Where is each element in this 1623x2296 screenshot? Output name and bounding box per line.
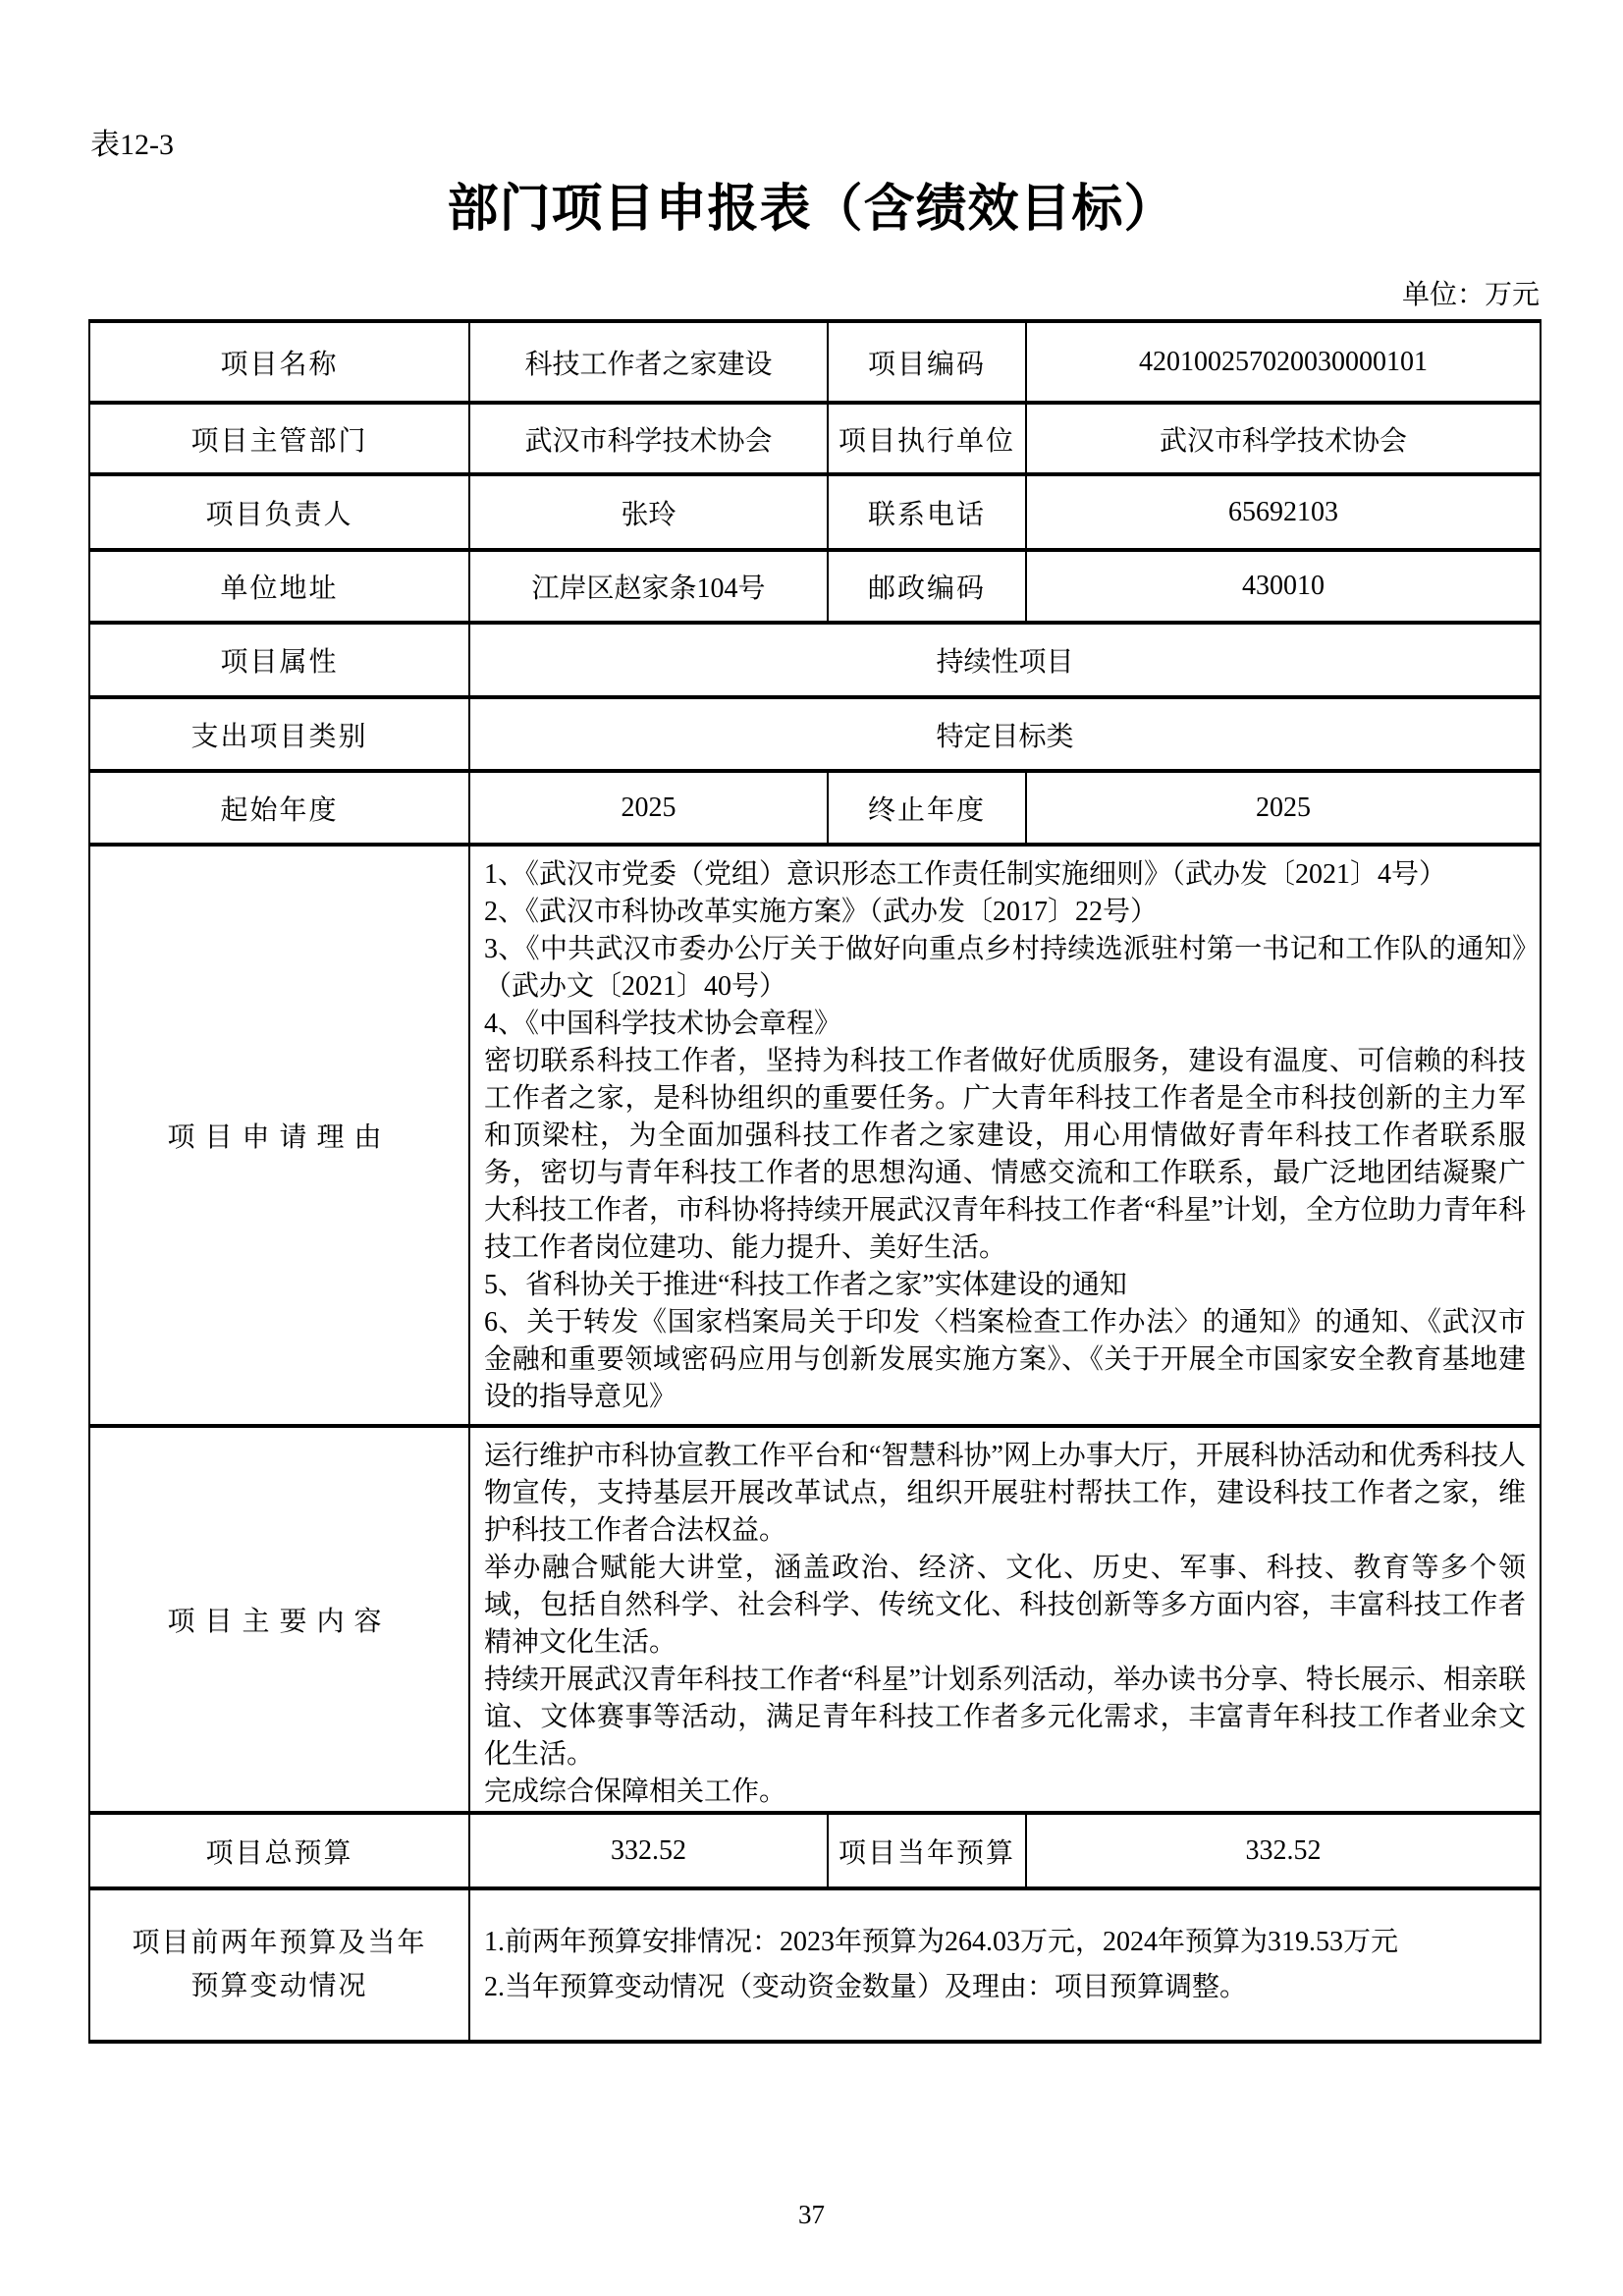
row-application-reason	[89, 845, 1541, 1426]
supervisor-department-value: 武汉市科学技术协会	[469, 403, 828, 474]
row-expenditure-category	[89, 697, 1541, 771]
total-budget-label: 项目总预算	[89, 1813, 469, 1888]
project-code-label: 项目编码	[828, 321, 1026, 403]
postal-code-label: 邮政编码	[828, 550, 1026, 623]
total-budget-value: 332.52	[469, 1813, 828, 1888]
contact-phone-value: 65692103	[1026, 474, 1541, 550]
executing-unit-value: 武汉市科学技术协会	[1026, 403, 1541, 474]
application-reason-text	[469, 845, 1541, 1426]
content-paragraph: 完成综合保障相关工作。	[484, 1777, 787, 1807]
postal-code-value: 430010	[1026, 550, 1541, 623]
current-year-budget-value: 332.52	[1026, 1813, 1541, 1888]
supervisor-department-label: 项目主管部门	[89, 403, 469, 474]
main-content-text	[469, 1426, 1541, 1813]
end-year-label: 终止年度	[828, 771, 1026, 845]
project-name-value: 科技工作者之家建设	[469, 321, 828, 403]
unit-address-value: 江岸区赵家条104号	[469, 550, 828, 623]
end-year-value: 2025	[1026, 771, 1541, 845]
application-reason-label: 项目申请理由	[89, 845, 469, 1426]
reason-paragraph: 2、《武汉市科协改革实施方案》（武办发〔2017〕22号）	[484, 897, 1159, 927]
reason-paragraph: 密切联系科技工作者，坚持为科技工作者做好优质服务，建设有温度、可信赖的科技工作者之家，是科协组织的重要任务。广大青年科技工作者是全市科技创新的主力军和顶梁柱，为全面加强科技工作者之家建设，用心用情做好青年科技工作者联系服务，密切与青年科技工作者的思想沟通、情感交流和工作联系，最广泛地团结凝聚广大科技工作者，市科协将持续开展武汉青年科技工作者“科星”计划，全方位助力青年科技工作者岗位建功、能力提升、美好生活。	[484, 1046, 1526, 1263]
expenditure-category-value: 特定目标类	[469, 697, 1541, 771]
unit-address-label: 单位地址	[89, 550, 469, 623]
content-paragraph: 持续开展武汉青年科技工作者“科星”计划系列活动，举办读书分享、特长展示、相亲联谊、文体赛事等活动，满足青年科技工作者多元化需求，丰富青年科技工作者业余文化生活。	[484, 1665, 1526, 1770]
reason-paragraph: 1、《武汉市党委（党组）意识形态工作责任制实施细则》（武办发〔2021〕4号）	[484, 859, 1447, 890]
page-title: 部门项目申报表（含绩效目标）	[447, 182, 1176, 238]
current-year-budget-label: 项目当年预算	[828, 1813, 1026, 1888]
page-number: 37	[798, 2200, 825, 2229]
project-name-label: 项目名称	[89, 321, 469, 403]
reason-paragraph: 4、《中国科学技术协会章程》	[484, 1009, 842, 1039]
start-year-value: 2025	[469, 771, 828, 845]
row-budgets	[89, 1813, 1541, 1888]
main-content-label: 项目主要内容	[89, 1426, 469, 1813]
row-departments	[89, 403, 1541, 474]
row-address-postcode	[89, 550, 1541, 623]
expenditure-category-label: 支出项目类别	[89, 697, 469, 771]
budget-history-paragraph: 2.当年预算变动情况（变动资金数量）及理由：项目预算调整。	[484, 1972, 1248, 2002]
project-attribute-value: 持续性项目	[469, 623, 1541, 697]
row-budget-history	[89, 1888, 1541, 2042]
row-main-content	[89, 1426, 1541, 1813]
project-attribute-label: 项目属性	[89, 623, 469, 697]
budget-history-text	[469, 1888, 1541, 2042]
row-years	[89, 771, 1541, 845]
reason-paragraph: 6、关于转发《国家档案局关于印发〈档案检查工作办法〉的通知》的通知、《武汉市金融和重要领域密码应用与创新发展实施方案》、《关于开展全市国家安全教育基地建设的指导意见》	[484, 1307, 1526, 1412]
start-year-label: 起始年度	[89, 771, 469, 845]
form-code: 表12-3	[90, 129, 174, 161]
project-application-table	[88, 319, 1542, 2044]
row-project-attribute	[89, 623, 1541, 697]
project-leader-value: 张玲	[469, 474, 828, 550]
reason-paragraph: 3、《中共武汉市委办公厅关于做好向重点乡村持续选派驻村第一书记和工作队的通知》（武办文〔2021〕40号）	[484, 934, 1526, 1002]
project-leader-label: 项目负责人	[89, 474, 469, 550]
executing-unit-label: 项目执行单位	[828, 403, 1026, 474]
budget-history-paragraph: 1.前两年预算安排情况：2023年预算为264.03万元，2024年预算为319.53万元	[484, 1927, 1399, 1957]
project-code-value: 420100257020030000101	[1026, 321, 1541, 403]
content-paragraph: 举办融合赋能大讲堂，涵盖政治、经济、文化、历史、军事、科技、教育等多个领域，包括自然科学、社会科学、传统文化、科技创新等多方面内容，丰富科技工作者精神文化生活。	[484, 1553, 1526, 1658]
reason-paragraph: 5、省科协关于推进“科技工作者之家”实体建设的通知	[484, 1270, 1127, 1300]
unit-note: 单位：万元	[1401, 280, 1540, 310]
contact-phone-label: 联系电话	[828, 474, 1026, 550]
row-leader-phone	[89, 474, 1541, 550]
row-project-name-code	[89, 321, 1541, 403]
content-paragraph: 运行维护市科协宣教工作平台和“智慧科协”网上办事大厅，开展科协活动和优秀科技人物宣传，支持基层开展改革试点，组织开展驻村帮扶工作，建设科技工作者之家，维护科技工作者合法权益。	[484, 1441, 1526, 1546]
budget-history-label: 项目前两年预算及当年预算变动情况	[89, 1888, 469, 2042]
